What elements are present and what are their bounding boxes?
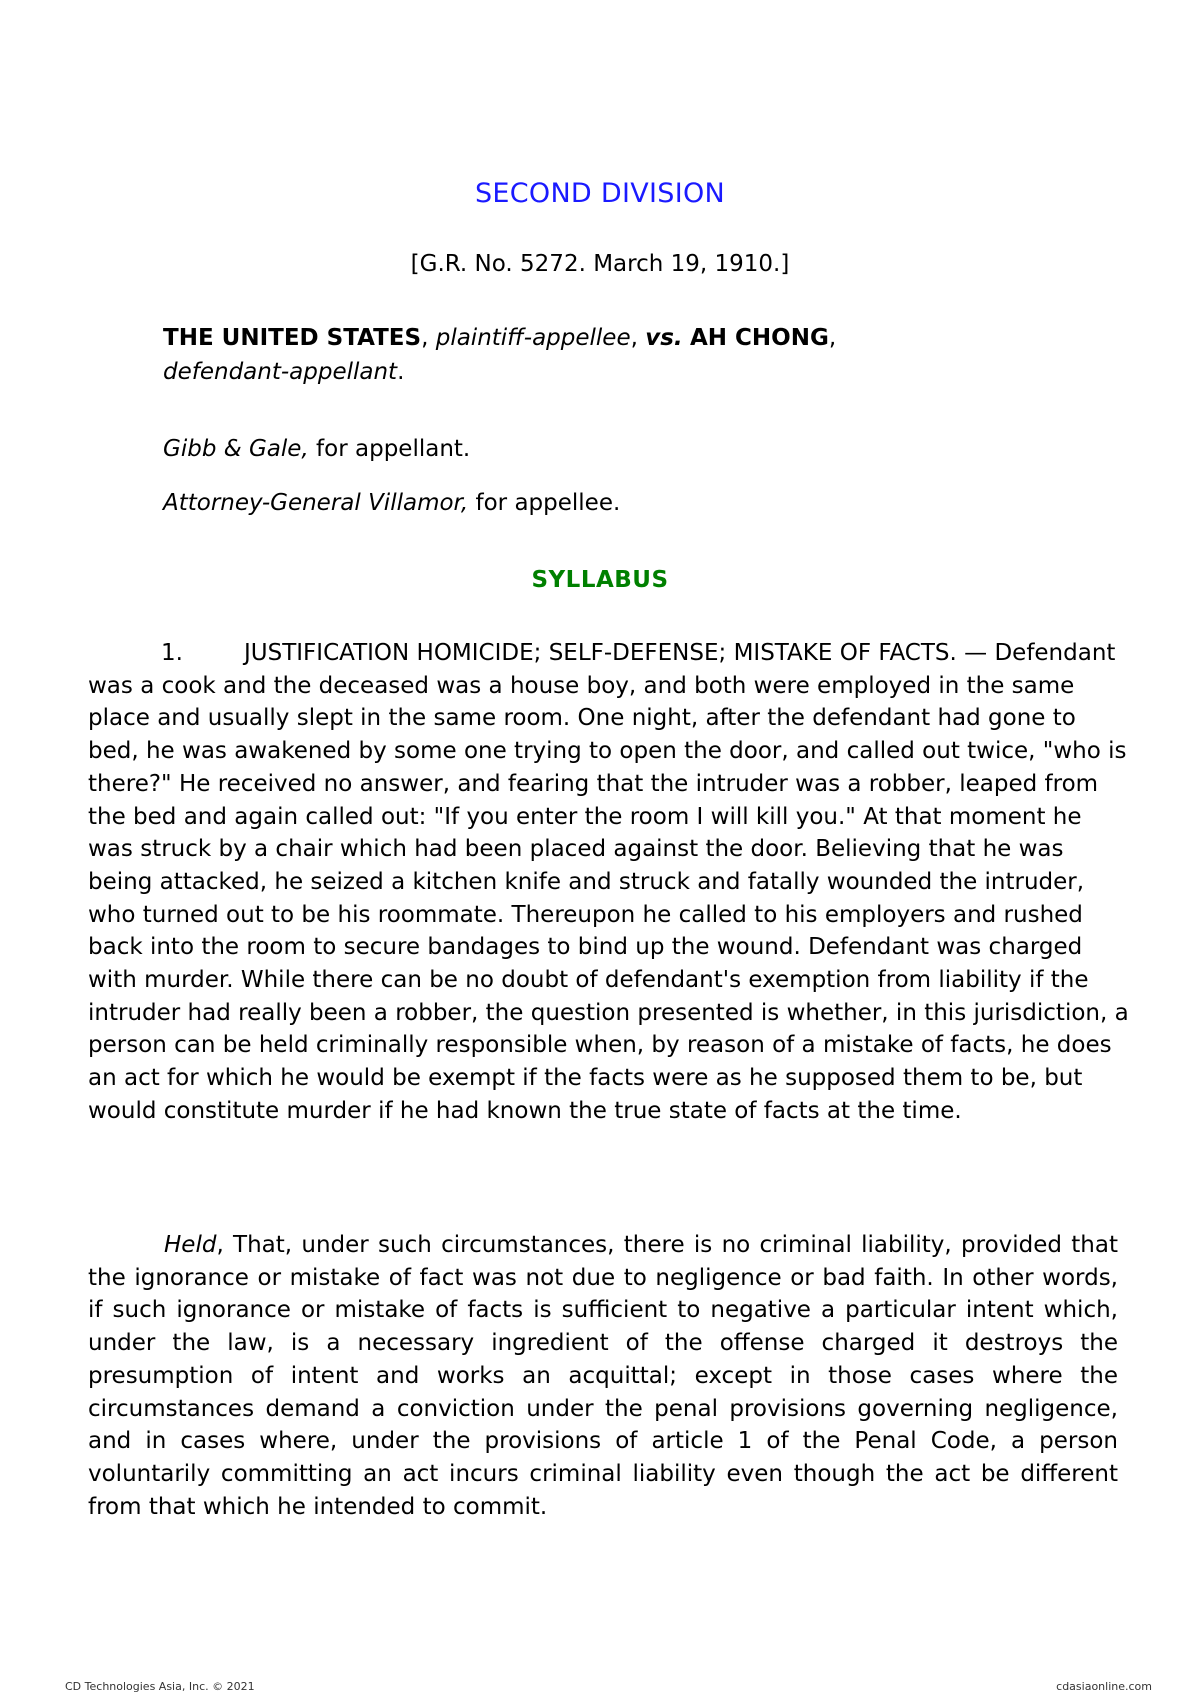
- versus-label: vs.: [645, 325, 683, 351]
- counsel-appellant: [163, 433, 470, 465]
- footer-website: cdasiaonline.com: [1056, 1680, 1152, 1693]
- footer-copyright: CD Technologies Asia, Inc. © 2021: [65, 1680, 255, 1693]
- counsel-name: Attorney-General Villamor,: [163, 490, 469, 516]
- defendant-role: defendant-appellant: [163, 359, 398, 385]
- plaintiff-name: THE UNITED STATES: [163, 325, 422, 351]
- paragraph-1-text: JUSTIFICATION HOMICIDE; SELF-DEFENSE; MISTAKE OF FACTS. — Defendant was a cook and the deceased was a house boy, and both were employed in the same place and usually slept in the same room. One night, after the defendant had gone to bed, he was awakened by some one trying to open the door, and called out twice, "who is there?" He received no answer, and fearing that the intruder was a robber, leaped from the bed and again called out: "If you enter the room I will kill you." At that moment he was struck by a chair which had been placed against the door. Believing that he was being attacked, he seized a kitchen knife and struck and fatally wounded the intruder, who turned out to be his roommate. Thereupon he called to his employers and rushed back into the room to secure bandages to bind up the wound. Defendant was charged with murder. While there can be no doubt of defendant's exemption from liability if the intruder had really been a robber, the question presented is whether, in this jurisdiction, a person can be held criminally responsible when, by reason of a mistake of facts, he does an act for which he would be exempt if the facts were as he supposed them to be, but would constitute murder if he had known the true state of facts at the time.: [88, 640, 1129, 1124]
- case-parties: THE UNITED STATES, plaintiff-appellee, vs. AH CHONG, defendant-appellant.: [163, 325, 837, 385]
- division-heading: SECOND DIVISION: [474, 178, 726, 209]
- syllabus-heading: SYLLABUS: [531, 567, 669, 593]
- paragraph-2-text: , That, under such circumstances, there is no criminal liability, provided that the ignorance or mistake of fact was not due to negligence or bad faith. In other words, if such ignorance or mistake of facts is sufficient to negative a particular intent which, under the law, is a necessary ingredient of the offense charged it destroys the presumption of intent and works an acquittal; except in those cases where the circumstances demand a conviction under the penal provisions governing negligence, and in cases where, under the provisions of article 1 of the Penal Code, a person voluntarily committing an act incurs criminal liability even though the act be different from that which he intended to commit.: [88, 1232, 1118, 1520]
- syllabus-paragraph-2: [88, 1229, 1118, 1523]
- counsel-appellee: [163, 487, 620, 519]
- counsel-role: for appellant.: [308, 436, 471, 462]
- syllabus-paragraph-1: [88, 637, 1130, 1128]
- counsel-role: for appellee.: [468, 490, 621, 516]
- counsel-name: Gibb & Gale,: [163, 436, 309, 462]
- case-number: [G.R. No. 5272. March 19, 1910.]: [410, 251, 790, 277]
- defendant-name: AH CHONG: [689, 325, 829, 351]
- item-number: 1.: [161, 640, 183, 666]
- held-label: Held: [164, 1232, 217, 1258]
- plaintiff-role: plaintiff-appellee: [435, 325, 631, 351]
